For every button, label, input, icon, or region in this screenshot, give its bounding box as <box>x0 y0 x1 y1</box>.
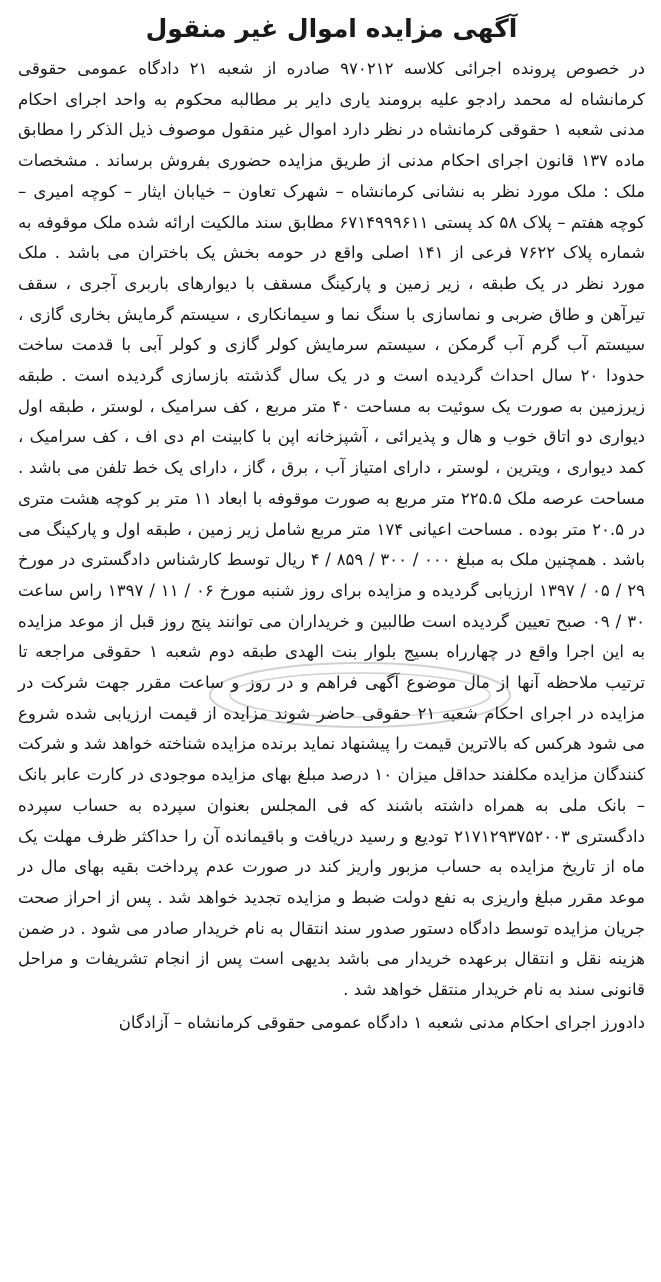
notice-signature: دادورز اجرای احکام مدنی شعبه ۱ دادگاه عمومی حقوقی کرمانشاه – آزادگان <box>118 1012 645 1032</box>
notice-title: آگهی مزایده اموال غیر منقول <box>145 14 518 43</box>
notice-body: در خصوص پرونده اجرائی کلاسه ۹۷۰۲۱۲ صادره از شعبه ۲۱ دادگاه عمومی حقوقی کرمانشاه له محمد رادجو علیه برومند یاری دایر بر مطالبه محکوم به واحد اجرای احکام مدنی شعبه ۱ حقوقی کرمانشاه در نظر دارد اموال غیر منقول موصوف ذیل الذکر را مطابق ماده ۱۳۷ قانون اجرای احکام مدنی از طریق مزایده حضوری بفروش برساند . مشخصات ملک : ملک مورد نظر به نشانی کرمانشاه – شهرک تعاون – خیابان ایثار – کوچه امیری – کوچه هفتم – پلاک ۵۸ کد پستی ۶۷۱۴۹۹۹۶۱۱ مطابق سند مالکیت ارائه شده ملک موقوفه به شماره پلاک ۷۶۲۲ فرعی از ۱۴۱ اصلی واقع در حومه بخش یک باختران می باشد . ملک مورد نظر در یک طبقه ، زیر زمین و پارکینگ مسقف با دیوارهای باربری آجری ، سقف تیرآهن و طاق ضربی و نماسازی با سنگ نما و سیمانکاری ، سیستم گرمایش بخاری گازی ، سیستم آب گرم آب گرمکن ، سیستم سرمایش کولر گازی و کولر آبی با قدمت ساخت حدودا ۲۰ سال احداث گردیده است و در یک سال گذشته بازسازی گردیده است . طبقه زیرزمین به صورت یک سوئیت به مساحت ۴۰ متر مربع ، کف سرامیک ، لوستر ، طبقه اول دیواری دو اتاق خوب و هال و پذیرائی ، آشپزخانه اپن با کابینت ام دی اف ، کف سرامیک ، کمد دیواری ، ویترین ، لوستر ، دارای امتیاز آب ، برق ، گاز ، دارای یک خط تلفن می باشد . مساحت عرصه ملک ۲۲۵.۵ متر مربع به صورت موقوفه با ابعاد ۱۱ متر بر کوچه هشت متری در ۲۰.۵ متر بوده . مساحت اعیانی ۱۷۴ متر مربع شامل زیر زمین ، طبقه اول و پارکینگ می باشد . همچنین ملک به مبلغ ۰۰۰ / ۳۰۰ / ۸۵۹ / ۴ ریال توسط کارشناس دادگستری در مورخ ۲۹ / ۰۵ / ۱۳۹۷ ارزیابی گردیده و مزایده برای روز شنبه مورخ ۰۶ / ۱۱ / ۱۳۹۷ راس ساعت ۳۰ / ۰۹ صبح تعیین گردیده است طالبین و خریداران می توانند پنج روز قبل از موعد مزایده به این اجرا واقع در چهارراه بسیج بلوار بنت الهدی طبقه دوم شعبه ۱ حقوقی مراجعه تا ترتیب ملاحظه آنها از مال موضوع آگهی فراهم و در روز و ساعت مقرر جهت شرکت در مزایده در اجرای احکام شعبه ۲۱ حقوقی حاضر شوند مزایده از قیمت ارزیابی شده شروع می شود هرکس که بالاترین قیمت را پیشنهاد نماید برنده مزایده شناخته خواهد شد و شرکت کنندگان مزایده مکلفند حداقل میزان ۱۰ درصد مبلغ بهای مزایده موجودی در کارت عابر بانک – بانک ملی به همراه داشته باشند که فی المجلس بعنوان سپرده به حساب سپرده دادگستری ۲۱۷۱۲۹۳۷۵۲۰۰۳ تودیع و رسید دریافت و باقیمانده آن را حداکثر ظرف مهلت یک ماه از تاریخ مزایده به حساب مزبور واریز کند در صورت عدم پرداخت بقیه بهای مال در موعد مقرر مبلغ واریزی به نفع دولت ضبط و مزایده تجدید خواهد شد . پس از احراز صحت جریان مزایده توسط دادگاه دستور صدور سند انتقال به نام خریدار صادر می شود . در ضمن هزینه نقل و انتقال برعهده خریدار می باشد بدیهی است پس از انجام تشریفات و مراحل قانونی سند به نام خریدار منتقل خواهد شد . <box>18 59 646 1000</box>
